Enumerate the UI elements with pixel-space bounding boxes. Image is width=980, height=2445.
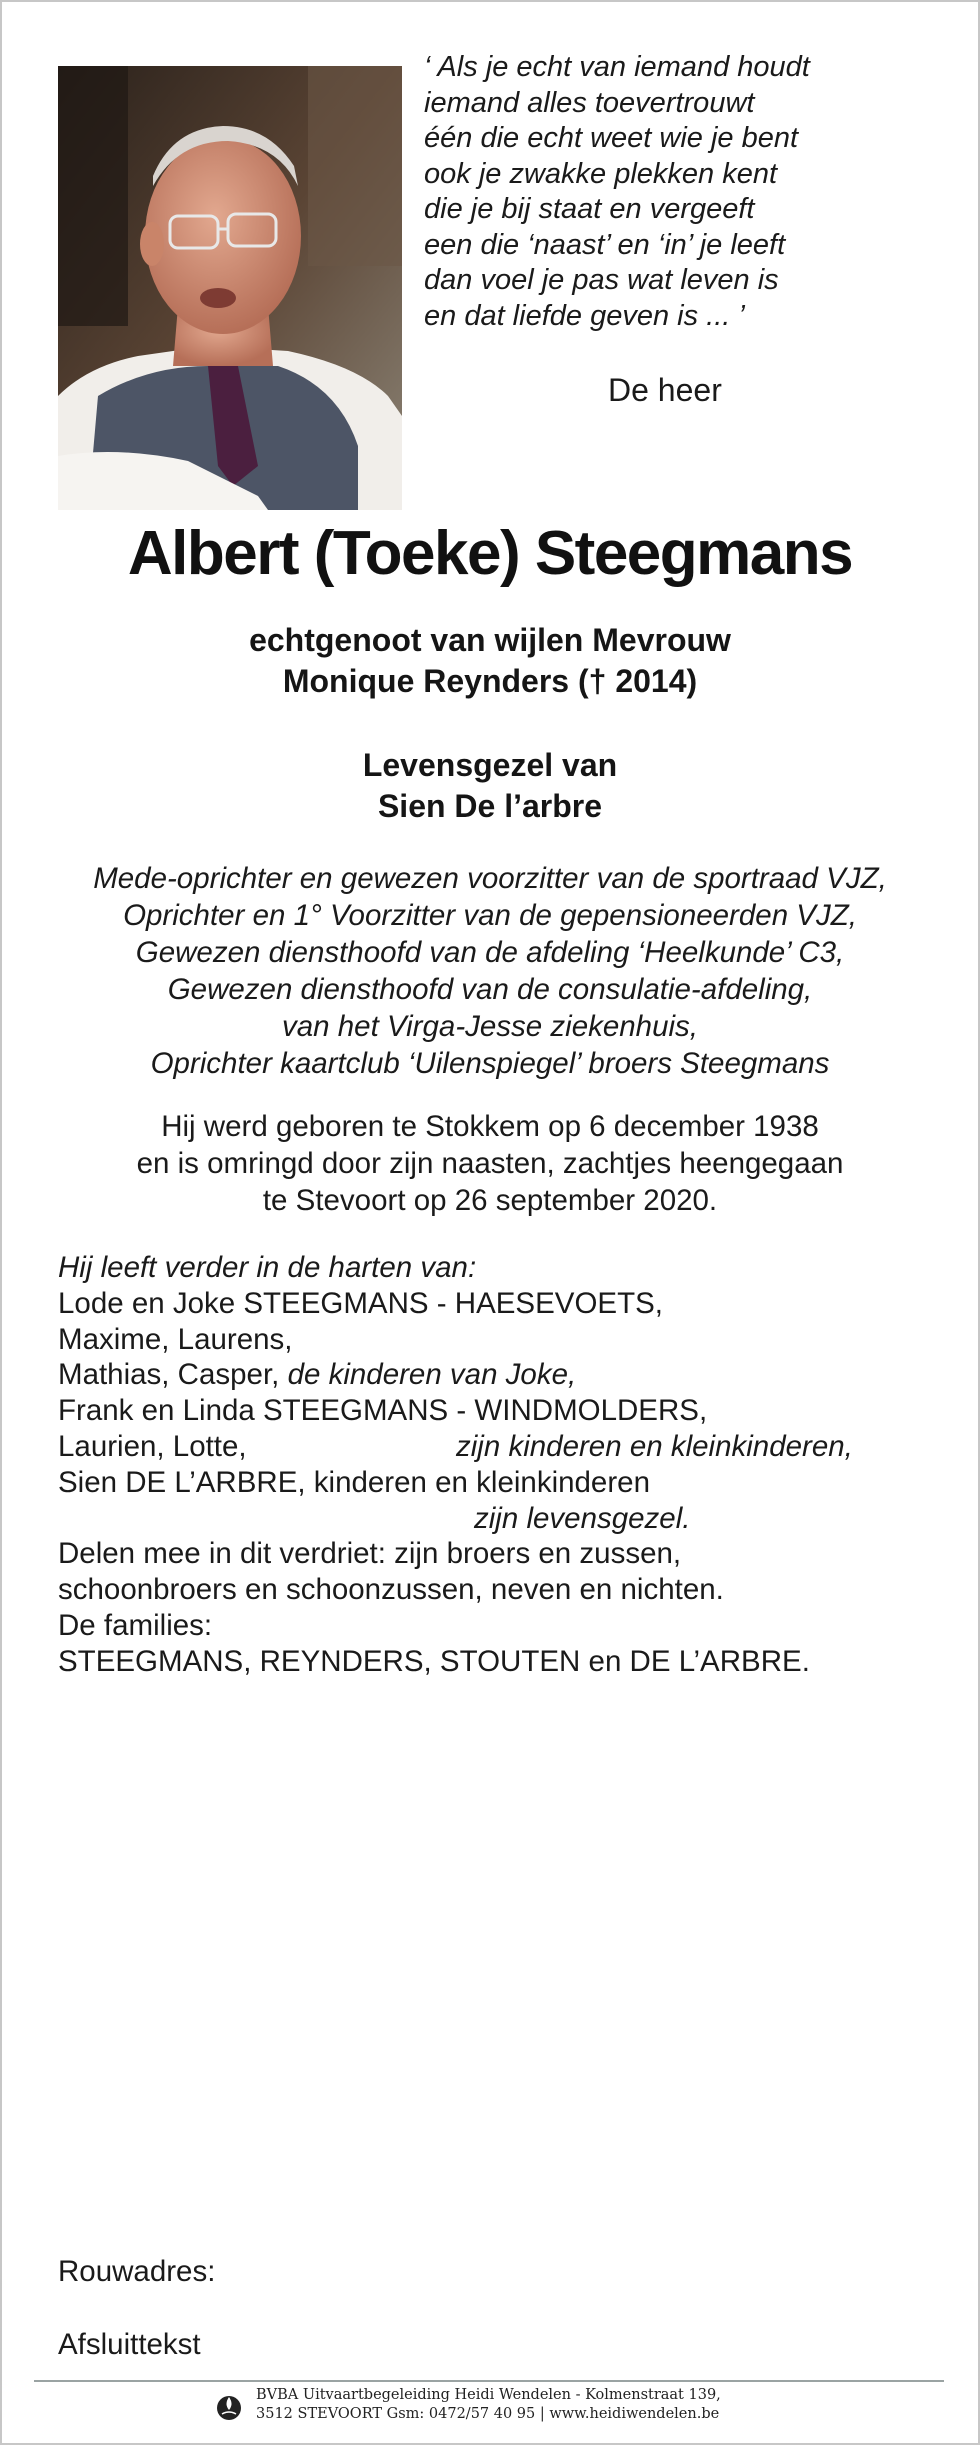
birth-line: Hij werd geboren te Stokkem op 6 december 1938 [161,1110,819,1143]
poem [424,50,944,334]
footer-divider [34,2380,944,2382]
poem-line: iemand alles toevertrouwt [424,86,755,119]
closing-text: Afsluittekst [58,2328,201,2361]
family-line: Frank en Linda STEEGMANS - WINDMOLDERS, [58,1394,708,1428]
family-names: Mathias, Casper, [58,1358,280,1392]
role-line: Oprichter kaartclub ‘Uilenspiegel’ broers Steegmans [150,1047,830,1080]
partner-block [0,745,980,827]
footer-line: BVBA Uitvaartbegeleiding Heidi Wendelen - Kolmenstraat 139, [256,2387,721,2403]
birth-line: te Stevoort op 26 september 2020. [262,1184,718,1217]
role-line: Gewezen diensthoofd van de afdeling ‘Heelkunde’ C3, [135,936,845,969]
role-line: Oprichter en 1° Voorzitter van de gepensioneerden VJZ, [123,899,857,932]
poem-line: die je bij staat en vergeeft [424,193,755,225]
poem-line: ‘ Als je echt van iemand houdt [424,51,810,83]
spouse-line: Monique Reynders († 2014) [282,663,698,699]
spouse-line: echtgenoot van wijlen Mevrouw [249,622,731,658]
family-line [58,1357,958,1393]
family-line: Maxime, Laurens, [58,1322,293,1356]
roles-list [0,860,980,1082]
spouse-block [0,620,980,702]
footer-text [256,2386,721,2424]
birth-death-text [0,1108,980,1219]
family-line: Lode en Joke STEEGMANS - HAESEVOETS, [58,1286,663,1320]
deceased-name: Albert (Toeke) Steegmans [127,519,853,588]
family-line: Sien DE L’ARBRE, kinderen en kleinkinderen [58,1465,650,1499]
poem-line: een die ‘naast’ en ‘in’ je leeft [424,228,786,261]
rouwadres-label: Rouwadres: [58,2255,216,2288]
salutation: De heer [608,372,722,408]
family-names: Laurien, Lotte, [58,1429,247,1463]
role-line: Mede-oprichter en gewezen voorzitter van de sportraad VJZ, [93,862,887,895]
poem-line: ook je zwakke plekken kent [424,157,778,190]
family-line: De families: [58,1608,213,1642]
partner-line: Sien De l’arbre [377,788,603,824]
role-line: van het Virga-Jesse ziekenhuis, [282,1010,698,1043]
family-relation: zijn levensgezel. [474,1501,691,1535]
family-intro: Hij leeft verder in de harten van: [58,1251,477,1284]
family-line: schoonbroers en schoonzussen, neven en nichten. [58,1573,724,1607]
poem-line: één die echt weet wie je bent [424,122,799,154]
family-line: Delen mee in dit verdriet: zijn broers en zussen, [58,1537,682,1571]
footer-line: 3512 STEVOORT Gsm: 0472/57 40 95 | www.heidiwendelen.be [256,2406,720,2422]
portrait-photo [58,66,402,510]
family-list [58,1250,958,1680]
family-line [58,1429,958,1465]
partner-line: Levensgezel van [362,747,618,783]
poem-line: en dat liefde geven is ... ’ [424,299,745,332]
family-relation: de kinderen van Joke, [287,1358,577,1392]
birth-line: en is omringd door zijn naasten, zachtjes heengegaan [136,1147,844,1180]
funeral-home-logo-icon [214,2392,244,2422]
family-line [58,1501,958,1537]
role-line: Gewezen diensthoofd van de consulatie-afdeling, [167,973,813,1006]
poem-line: dan voel je pas wat leven is [424,264,779,296]
family-relation: zijn kinderen en kleinkinderen, [456,1429,853,1463]
family-line: STEEGMANS, REYNDERS, STOUTEN en DE L’ARBRE. [58,1644,810,1678]
